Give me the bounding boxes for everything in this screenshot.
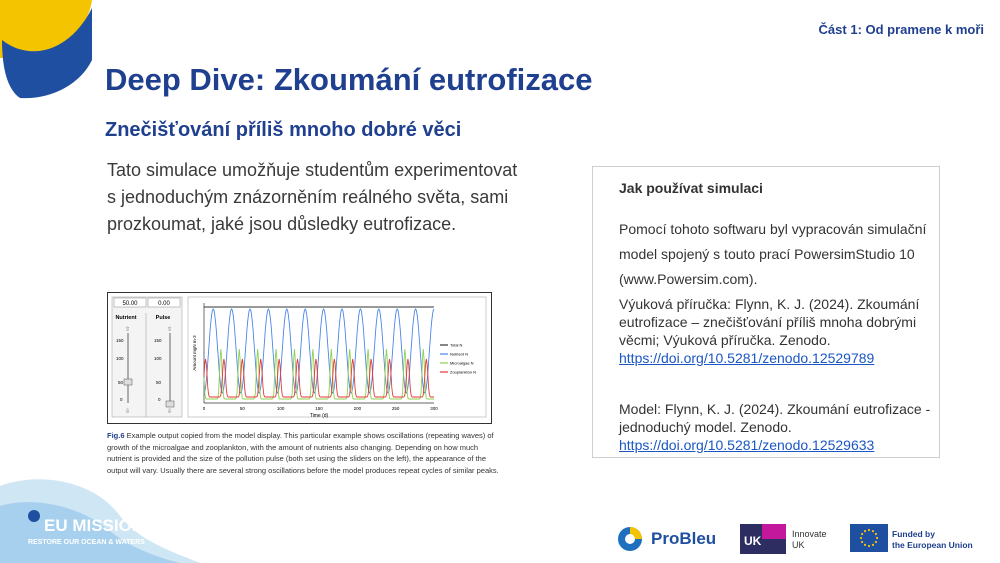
eu-star-icon [860,537,862,539]
eu-star-icon [861,541,863,543]
x-tick-label: 300 [430,406,438,411]
legend-label: Microalgae N [450,360,474,366]
nutrient-slider-handle[interactable] [124,379,132,385]
svg-text:50: 50 [118,380,124,385]
water-drop-icon [28,510,40,522]
eu-missions-title: EU MISSIONS [44,516,156,535]
info-paragraph-model [619,400,937,454]
model-citation: Model: Flynn, K. J. (2024). Zkoumání eutrofizace - jednoduchý model. Zenodo. [619,401,931,435]
ukri-line1: Innovate [792,529,827,539]
svg-text:UK: UK [744,534,762,548]
ukri-logo [740,524,840,554]
x-tick-label: 0 [202,406,206,411]
eu-funded-line1: Funded by [892,529,935,539]
caption-text: Example output copied from the model display. This particular example shows oscillations (repeating waves) of growth of the microalgae and zooplankton, with the amount of nutrients also changing. Depending on how much nutrient is provided and the size of the pollution pulse (both set using the sliders on the left), the appearance of the output will vary. Usually there are several strong oscillations before the model produces repeat cycles of similar peaks. [107,431,499,475]
eu-funded-line2: the European Union [892,540,973,550]
svg-text:0: 0 [120,397,123,402]
ukri-line2: UK [792,540,805,550]
nutrient-value: 50.00 [122,301,138,307]
x-tick-label: 250 [391,406,400,411]
x-tick-label: 50 [239,406,245,411]
info-heading: Jak používat simulaci [619,180,763,196]
eu-missions-logo [0,476,200,563]
eu-star-icon [868,529,870,531]
simulation-screenshot [108,293,491,423]
pulse-value: 0.00 [158,301,170,307]
eu-star-icon [872,530,874,532]
probleu-icon [615,524,645,554]
eu-star-icon [875,541,877,543]
eu-star-icon [864,530,866,532]
page-title: Deep Dive: Zkoumání eutrofizace [105,62,593,97]
x-axis-label: Time (d) [309,413,329,419]
eu-star-icon [868,545,870,547]
svg-text:150: 150 [154,338,162,343]
eu-star-icon [876,537,878,539]
pulse-label: Pulse [155,315,171,321]
eu-missions-subtitle: RESTORE OUR OCEAN & WATERS [28,539,145,546]
legend-label: Nutrient N [450,351,469,357]
y-axis-label: Amount mgN m-3 [192,335,197,371]
model-doi-link[interactable]: https://doi.org/10.5281/zenodo.12529633 [619,437,875,453]
eu-star-icon [875,533,877,535]
ukri-icon [740,524,786,554]
probleu-logo [615,524,725,554]
eu-funded-logo [850,524,980,554]
eu-star-icon [872,544,874,546]
svg-text:⇩: ⇩ [125,409,131,415]
caption-label: Fig.6 [107,431,125,440]
legend-label: Zooplankton N [450,369,477,375]
eu-star-icon [864,544,866,546]
eu-star-icon [861,533,863,535]
nutrient-label: Nutrient [115,315,137,321]
info-box [592,166,940,458]
svg-text:100: 100 [154,356,162,361]
corner-logo [0,0,100,100]
svg-text:⇧: ⇧ [167,327,173,333]
info-paragraph-guide [619,295,937,367]
svg-text:150: 150 [116,338,124,343]
probleu-text: ProBleu [651,529,717,548]
svg-text:⇩: ⇩ [167,409,173,415]
svg-text:100: 100 [116,356,124,361]
simulation-figure [107,292,492,424]
page-subtitle: Znečišťování příliš mnoho dobré věci [105,119,462,141]
guide-doi-link[interactable]: https://doi.org/10.5281/zenodo.12529789 [619,350,875,366]
pulse-slider-handle[interactable] [166,401,174,407]
intro-paragraph: Tato simulace umožňuje studentům experimentovat s jednoduchým znázorněním reálného světa, sami prozkoumat, jaké jsou důsledky eutrofizace. [107,160,518,234]
legend-label: Total N [450,342,463,348]
guide-citation: Výuková příručka: Flynn, K. J. (2024). Zkoumání eutrofizace – znečišťování příliš mnoha dobrými věcmi; Výuková příručka. Zenodo. [619,296,920,348]
info-paragraph-software: Pomocí tohoto softwaru byl vypracován simulační model spojený s touto prací PowersimStudio 10 (www.Powersim.com). [619,221,927,287]
figure-caption [107,430,503,476]
svg-text:0: 0 [158,397,161,402]
x-tick-label: 200 [353,406,362,411]
x-tick-label: 100 [276,406,285,411]
eu-flag-icon [850,524,888,552]
svg-text:⇧: ⇧ [125,327,131,333]
svg-text:50: 50 [156,380,162,385]
x-tick-label: 150 [315,406,323,411]
section-tag: Část 1: Od pramene k moři [818,22,984,37]
